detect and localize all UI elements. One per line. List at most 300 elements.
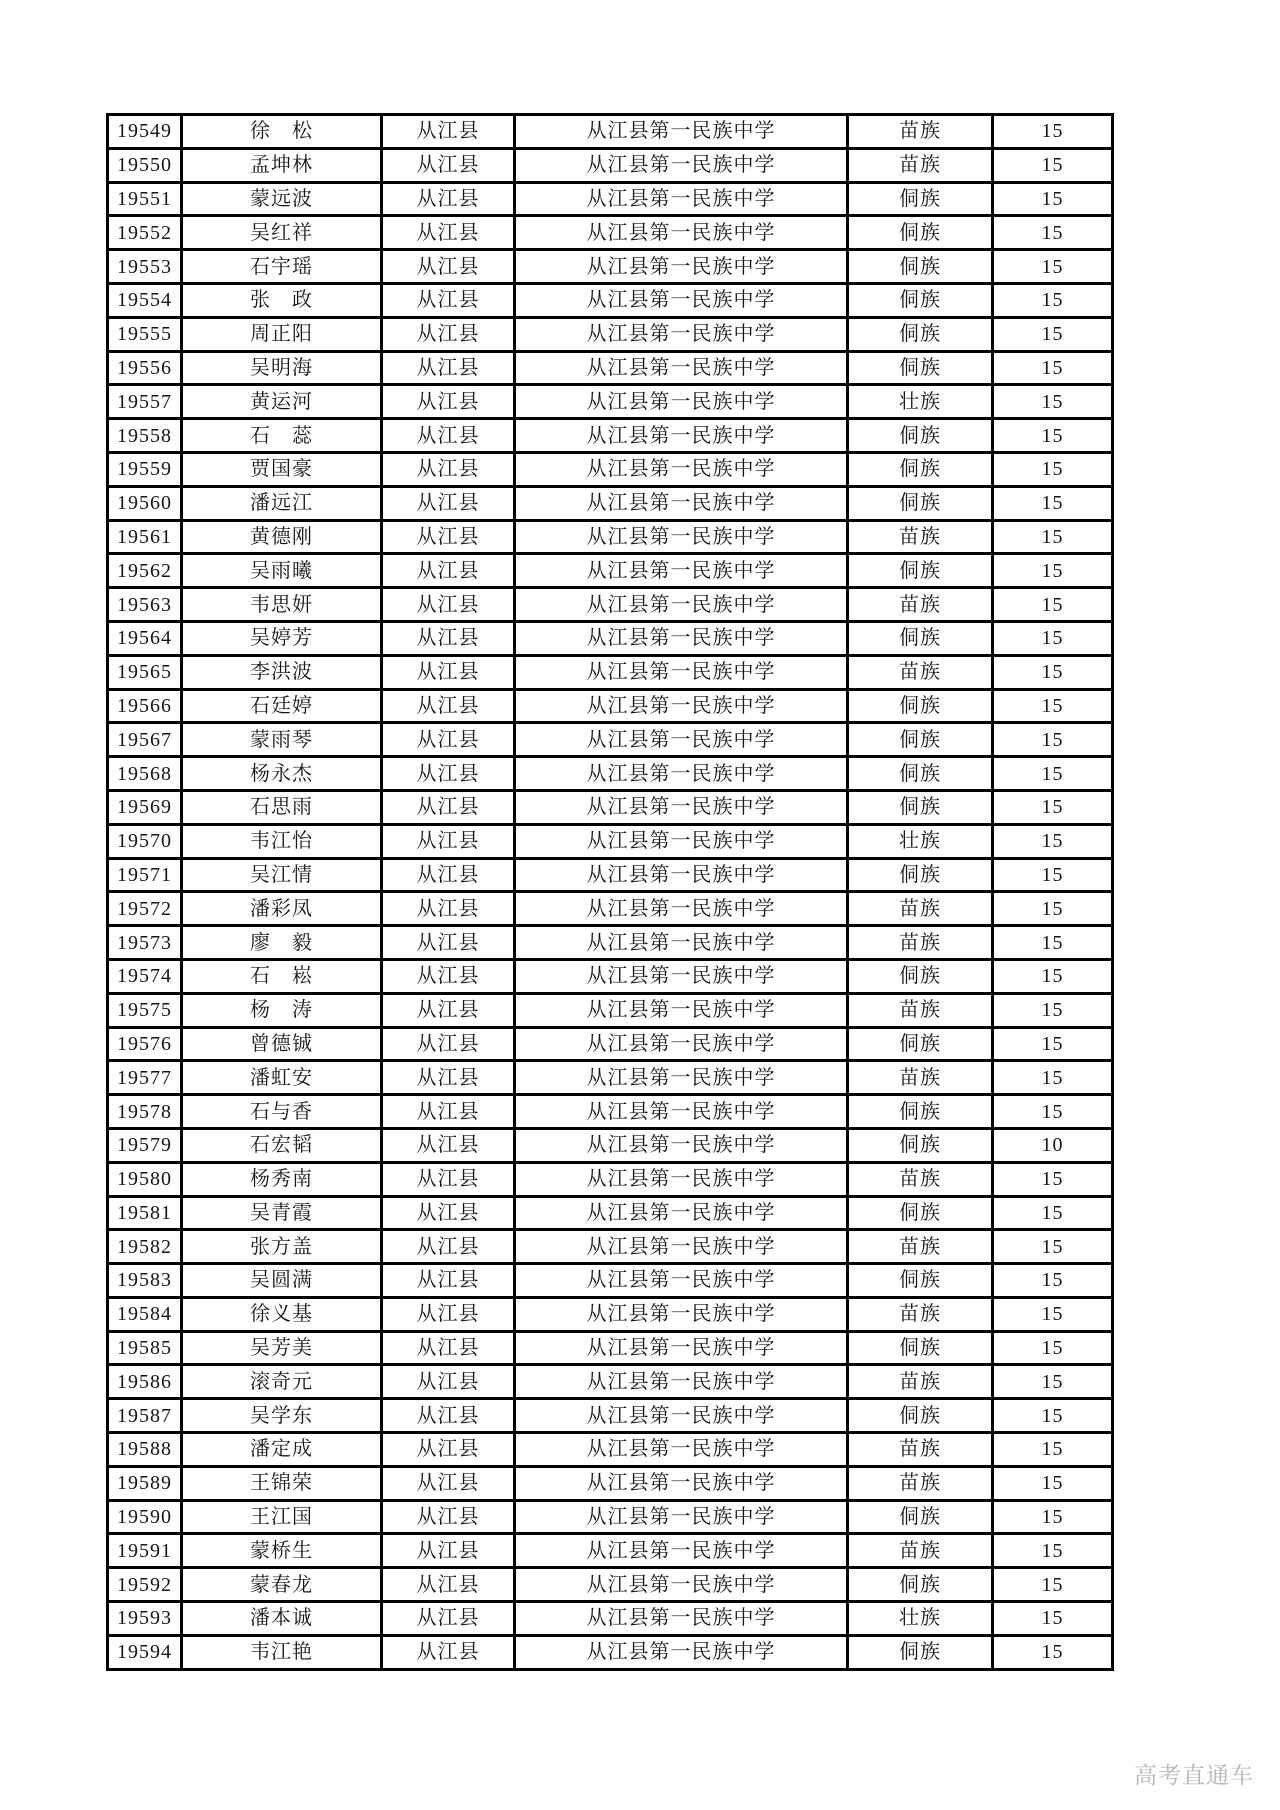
cell-ethnicity: 苗族 — [848, 1466, 993, 1500]
table-row — [108, 1534, 1113, 1568]
cell-candidate-id: 19551 — [108, 182, 182, 216]
cell-bonus-points: 15 — [993, 1297, 1113, 1331]
cell-bonus-points: 15 — [993, 892, 1113, 926]
cell-ethnicity: 侗族 — [848, 757, 993, 791]
cell-county: 从江县 — [382, 1568, 515, 1602]
cell-county: 从江县 — [382, 1534, 515, 1568]
cell-ethnicity: 苗族 — [848, 1534, 993, 1568]
cell-ethnicity: 苗族 — [848, 926, 993, 960]
cell-ethnicity: 侗族 — [848, 689, 993, 723]
cell-ethnicity: 侗族 — [848, 621, 993, 655]
cell-ethnicity: 侗族 — [848, 554, 993, 588]
cell-name: 王锦荣 — [182, 1466, 382, 1500]
cell-bonus-points: 15 — [993, 621, 1113, 655]
cell-ethnicity: 侗族 — [848, 452, 993, 486]
cell-ethnicity: 壮族 — [848, 385, 993, 419]
cell-candidate-id: 19582 — [108, 1230, 182, 1264]
cell-candidate-id: 19572 — [108, 892, 182, 926]
cell-county: 从江县 — [382, 1365, 515, 1399]
cell-county: 从江县 — [382, 1230, 515, 1264]
cell-county: 从江县 — [382, 1433, 515, 1467]
table-row — [108, 1500, 1113, 1534]
cell-name: 石廷婷 — [182, 689, 382, 723]
cell-bonus-points: 15 — [993, 1635, 1113, 1669]
table-row — [108, 926, 1113, 960]
cell-name: 潘定成 — [182, 1433, 382, 1467]
cell-school: 从江县第一民族中学 — [515, 655, 848, 689]
cell-school: 从江县第一民族中学 — [515, 182, 848, 216]
cell-candidate-id: 19591 — [108, 1534, 182, 1568]
cell-candidate-id: 19576 — [108, 1027, 182, 1061]
cell-county: 从江县 — [382, 1297, 515, 1331]
cell-name: 吴红祥 — [182, 216, 382, 250]
cell-school: 从江县第一民族中学 — [515, 283, 848, 317]
table-row — [108, 1162, 1113, 1196]
cell-name: 孟坤林 — [182, 148, 382, 182]
table-row — [108, 1602, 1113, 1636]
table-row — [108, 486, 1113, 520]
cell-county: 从江县 — [382, 1399, 515, 1433]
cell-county: 从江县 — [382, 1500, 515, 1534]
cell-name: 潘本诚 — [182, 1602, 382, 1636]
cell-name: 滚奇元 — [182, 1365, 382, 1399]
cell-school: 从江县第一民族中学 — [515, 1433, 848, 1467]
cell-candidate-id: 19557 — [108, 385, 182, 419]
cell-bonus-points: 15 — [993, 115, 1113, 149]
table-row — [108, 115, 1113, 149]
cell-county: 从江县 — [382, 1095, 515, 1129]
cell-ethnicity: 侗族 — [848, 1264, 993, 1298]
cell-bonus-points: 15 — [993, 1230, 1113, 1264]
table-row — [108, 1230, 1113, 1264]
cell-school: 从江县第一民族中学 — [515, 723, 848, 757]
cell-candidate-id: 19559 — [108, 452, 182, 486]
cell-school: 从江县第一民族中学 — [515, 419, 848, 453]
cell-candidate-id: 19587 — [108, 1399, 182, 1433]
cell-county: 从江县 — [382, 757, 515, 791]
cell-county: 从江县 — [382, 1027, 515, 1061]
cell-name: 蒙春龙 — [182, 1568, 382, 1602]
cell-county: 从江县 — [382, 486, 515, 520]
cell-bonus-points: 15 — [993, 959, 1113, 993]
cell-candidate-id: 19553 — [108, 250, 182, 284]
cell-ethnicity: 苗族 — [848, 1061, 993, 1095]
cell-school: 从江县第一民族中学 — [515, 486, 848, 520]
cell-bonus-points: 15 — [993, 1602, 1113, 1636]
table-row — [108, 1433, 1113, 1467]
cell-candidate-id: 19567 — [108, 723, 182, 757]
cell-candidate-id: 19566 — [108, 689, 182, 723]
cell-bonus-points: 10 — [993, 1128, 1113, 1162]
cell-name: 潘彩凤 — [182, 892, 382, 926]
cell-county: 从江县 — [382, 993, 515, 1027]
cell-ethnicity: 侗族 — [848, 283, 993, 317]
table-row — [108, 723, 1113, 757]
cell-ethnicity: 苗族 — [848, 148, 993, 182]
cell-candidate-id: 19570 — [108, 824, 182, 858]
cell-name: 徐 松 — [182, 115, 382, 149]
cell-school: 从江县第一民族中学 — [515, 689, 848, 723]
cell-school: 从江县第一民族中学 — [515, 385, 848, 419]
cell-county: 从江县 — [382, 824, 515, 858]
cell-bonus-points: 15 — [993, 655, 1113, 689]
cell-name: 潘远江 — [182, 486, 382, 520]
cell-candidate-id: 19561 — [108, 520, 182, 554]
cell-name: 韦江怡 — [182, 824, 382, 858]
cell-name: 吴学东 — [182, 1399, 382, 1433]
cell-school: 从江县第一民族中学 — [515, 926, 848, 960]
cell-school: 从江县第一民族中学 — [515, 452, 848, 486]
table-row — [108, 520, 1113, 554]
cell-bonus-points: 15 — [993, 554, 1113, 588]
cell-ethnicity: 壮族 — [848, 1602, 993, 1636]
cell-school: 从江县第一民族中学 — [515, 1466, 848, 1500]
cell-name: 石与香 — [182, 1095, 382, 1129]
cell-school: 从江县第一民族中学 — [515, 1602, 848, 1636]
cell-ethnicity: 侗族 — [848, 723, 993, 757]
cell-bonus-points: 15 — [993, 452, 1113, 486]
table-row — [108, 1365, 1113, 1399]
cell-county: 从江县 — [382, 655, 515, 689]
cell-bonus-points: 15 — [993, 385, 1113, 419]
cell-county: 从江县 — [382, 588, 515, 622]
cell-school: 从江县第一民族中学 — [515, 1534, 848, 1568]
cell-county: 从江县 — [382, 216, 515, 250]
table-row — [108, 1095, 1113, 1129]
cell-ethnicity: 苗族 — [848, 993, 993, 1027]
cell-county: 从江县 — [382, 452, 515, 486]
cell-bonus-points: 15 — [993, 486, 1113, 520]
cell-school: 从江县第一民族中学 — [515, 959, 848, 993]
cell-ethnicity: 侗族 — [848, 1399, 993, 1433]
cell-ethnicity: 侗族 — [848, 1095, 993, 1129]
cell-candidate-id: 19552 — [108, 216, 182, 250]
cell-ethnicity: 侗族 — [848, 250, 993, 284]
cell-school: 从江县第一民族中学 — [515, 790, 848, 824]
cell-ethnicity: 侗族 — [848, 182, 993, 216]
cell-candidate-id: 19568 — [108, 757, 182, 791]
cell-county: 从江县 — [382, 959, 515, 993]
cell-ethnicity: 侗族 — [848, 790, 993, 824]
table-row — [108, 790, 1113, 824]
cell-ethnicity: 苗族 — [848, 1230, 993, 1264]
cell-school: 从江县第一民族中学 — [515, 1162, 848, 1196]
cell-bonus-points: 15 — [993, 148, 1113, 182]
cell-name: 石思雨 — [182, 790, 382, 824]
table-row — [108, 824, 1113, 858]
table-row — [108, 283, 1113, 317]
cell-name: 廖 毅 — [182, 926, 382, 960]
cell-candidate-id: 19554 — [108, 283, 182, 317]
cell-county: 从江县 — [382, 115, 515, 149]
table-row — [108, 655, 1113, 689]
table-row — [108, 858, 1113, 892]
cell-bonus-points: 15 — [993, 689, 1113, 723]
cell-candidate-id: 19555 — [108, 317, 182, 351]
cell-school: 从江县第一民族中学 — [515, 554, 848, 588]
cell-name: 吴雨曦 — [182, 554, 382, 588]
cell-county: 从江县 — [382, 1162, 515, 1196]
table-row — [108, 182, 1113, 216]
cell-county: 从江县 — [382, 689, 515, 723]
cell-school: 从江县第一民族中学 — [515, 1230, 848, 1264]
cell-candidate-id: 19569 — [108, 790, 182, 824]
student-bonus-table-body — [108, 115, 1113, 1670]
cell-ethnicity: 侗族 — [848, 1568, 993, 1602]
cell-bonus-points: 15 — [993, 1027, 1113, 1061]
cell-ethnicity: 苗族 — [848, 655, 993, 689]
cell-school: 从江县第一民族中学 — [515, 351, 848, 385]
cell-name: 杨永杰 — [182, 757, 382, 791]
table-row — [108, 1568, 1113, 1602]
cell-county: 从江县 — [382, 520, 515, 554]
cell-ethnicity: 苗族 — [848, 520, 993, 554]
cell-school: 从江县第一民族中学 — [515, 824, 848, 858]
cell-ethnicity: 侗族 — [848, 1027, 993, 1061]
table-row — [108, 419, 1113, 453]
cell-candidate-id: 19560 — [108, 486, 182, 520]
cell-ethnicity: 侗族 — [848, 1331, 993, 1365]
cell-ethnicity: 侗族 — [848, 858, 993, 892]
cell-candidate-id: 19549 — [108, 115, 182, 149]
cell-county: 从江县 — [382, 858, 515, 892]
cell-name: 张 政 — [182, 283, 382, 317]
cell-school: 从江县第一民族中学 — [515, 216, 848, 250]
cell-school: 从江县第一民族中学 — [515, 1399, 848, 1433]
cell-school: 从江县第一民族中学 — [515, 115, 848, 149]
cell-ethnicity: 侗族 — [848, 317, 993, 351]
cell-name: 蒙雨琴 — [182, 723, 382, 757]
cell-county: 从江县 — [382, 385, 515, 419]
cell-name: 吴青霞 — [182, 1196, 382, 1230]
cell-candidate-id: 19589 — [108, 1466, 182, 1500]
cell-bonus-points: 15 — [993, 1061, 1113, 1095]
table-row — [108, 757, 1113, 791]
cell-candidate-id: 19571 — [108, 858, 182, 892]
cell-bonus-points: 15 — [993, 520, 1113, 554]
table-row — [108, 621, 1113, 655]
cell-ethnicity: 苗族 — [848, 1433, 993, 1467]
cell-candidate-id: 19574 — [108, 959, 182, 993]
cell-candidate-id: 19578 — [108, 1095, 182, 1129]
cell-county: 从江县 — [382, 1635, 515, 1669]
cell-name: 石宇瑶 — [182, 250, 382, 284]
watermark: 高考直通车 — [1134, 1762, 1254, 1788]
cell-name: 蒙远波 — [182, 182, 382, 216]
cell-candidate-id: 19565 — [108, 655, 182, 689]
cell-county: 从江县 — [382, 892, 515, 926]
table-row — [108, 1196, 1113, 1230]
cell-school: 从江县第一民族中学 — [515, 1061, 848, 1095]
cell-name: 杨秀南 — [182, 1162, 382, 1196]
cell-candidate-id: 19580 — [108, 1162, 182, 1196]
cell-bonus-points: 15 — [993, 858, 1113, 892]
cell-candidate-id: 19588 — [108, 1433, 182, 1467]
cell-bonus-points: 15 — [993, 790, 1113, 824]
cell-candidate-id: 19579 — [108, 1128, 182, 1162]
cell-ethnicity: 侗族 — [848, 486, 993, 520]
cell-county: 从江县 — [382, 419, 515, 453]
table-row — [108, 452, 1113, 486]
cell-bonus-points: 15 — [993, 723, 1113, 757]
cell-bonus-points: 15 — [993, 1500, 1113, 1534]
cell-bonus-points: 15 — [993, 317, 1113, 351]
cell-bonus-points: 15 — [993, 1331, 1113, 1365]
cell-county: 从江县 — [382, 250, 515, 284]
cell-bonus-points: 15 — [993, 1162, 1113, 1196]
cell-school: 从江县第一民族中学 — [515, 1365, 848, 1399]
table-row — [108, 351, 1113, 385]
cell-candidate-id: 19584 — [108, 1297, 182, 1331]
cell-bonus-points: 15 — [993, 1466, 1113, 1500]
cell-bonus-points: 15 — [993, 1399, 1113, 1433]
cell-bonus-points: 15 — [993, 351, 1113, 385]
cell-school: 从江县第一民族中学 — [515, 317, 848, 351]
cell-candidate-id: 19573 — [108, 926, 182, 960]
cell-bonus-points: 15 — [993, 1433, 1113, 1467]
cell-name: 韦思妍 — [182, 588, 382, 622]
cell-bonus-points: 15 — [993, 993, 1113, 1027]
cell-bonus-points: 15 — [993, 283, 1113, 317]
cell-bonus-points: 15 — [993, 1196, 1113, 1230]
cell-candidate-id: 19585 — [108, 1331, 182, 1365]
cell-ethnicity: 侗族 — [848, 216, 993, 250]
cell-name: 石 崧 — [182, 959, 382, 993]
cell-county: 从江县 — [382, 1128, 515, 1162]
cell-school: 从江县第一民族中学 — [515, 1128, 848, 1162]
table-row — [108, 1331, 1113, 1365]
cell-ethnicity: 壮族 — [848, 824, 993, 858]
cell-school: 从江县第一民族中学 — [515, 1635, 848, 1669]
table-row — [108, 317, 1113, 351]
cell-county: 从江县 — [382, 790, 515, 824]
cell-name: 吴江情 — [182, 858, 382, 892]
table-row — [108, 554, 1113, 588]
cell-candidate-id: 19577 — [108, 1061, 182, 1095]
cell-ethnicity: 侗族 — [848, 1196, 993, 1230]
cell-county: 从江县 — [382, 317, 515, 351]
cell-candidate-id: 19593 — [108, 1602, 182, 1636]
cell-candidate-id: 19586 — [108, 1365, 182, 1399]
table-row — [108, 689, 1113, 723]
cell-candidate-id: 19562 — [108, 554, 182, 588]
cell-school: 从江县第一民族中学 — [515, 1095, 848, 1129]
cell-school: 从江县第一民族中学 — [515, 621, 848, 655]
cell-name: 王江国 — [182, 1500, 382, 1534]
cell-bonus-points: 15 — [993, 216, 1113, 250]
table-row — [108, 1466, 1113, 1500]
table-row — [108, 1399, 1113, 1433]
cell-school: 从江县第一民族中学 — [515, 588, 848, 622]
cell-bonus-points: 15 — [993, 757, 1113, 791]
table-row — [108, 1264, 1113, 1298]
table-row — [108, 1128, 1113, 1162]
cell-candidate-id: 19556 — [108, 351, 182, 385]
cell-name: 韦江艳 — [182, 1635, 382, 1669]
cell-bonus-points: 15 — [993, 1095, 1113, 1129]
cell-county: 从江县 — [382, 182, 515, 216]
cell-name: 潘虹安 — [182, 1061, 382, 1095]
cell-bonus-points: 15 — [993, 588, 1113, 622]
cell-county: 从江县 — [382, 148, 515, 182]
cell-bonus-points: 15 — [993, 1264, 1113, 1298]
cell-bonus-points: 15 — [993, 926, 1113, 960]
cell-name: 贾国豪 — [182, 452, 382, 486]
cell-bonus-points: 15 — [993, 182, 1113, 216]
cell-bonus-points: 15 — [993, 419, 1113, 453]
cell-ethnicity: 侗族 — [848, 1500, 993, 1534]
cell-candidate-id: 19594 — [108, 1635, 182, 1669]
cell-school: 从江县第一民族中学 — [515, 993, 848, 1027]
cell-ethnicity: 侗族 — [848, 1128, 993, 1162]
cell-bonus-points: 15 — [993, 250, 1113, 284]
cell-ethnicity: 苗族 — [848, 1297, 993, 1331]
cell-name: 吴婷芳 — [182, 621, 382, 655]
cell-school: 从江县第一民族中学 — [515, 1196, 848, 1230]
cell-ethnicity: 苗族 — [848, 115, 993, 149]
cell-name: 徐义基 — [182, 1297, 382, 1331]
table-row — [108, 216, 1113, 250]
cell-school: 从江县第一民族中学 — [515, 757, 848, 791]
cell-candidate-id: 19550 — [108, 148, 182, 182]
cell-name: 李洪波 — [182, 655, 382, 689]
cell-county: 从江县 — [382, 1264, 515, 1298]
table-row — [108, 993, 1113, 1027]
cell-candidate-id: 19575 — [108, 993, 182, 1027]
cell-ethnicity: 苗族 — [848, 1162, 993, 1196]
cell-candidate-id: 19558 — [108, 419, 182, 453]
cell-school: 从江县第一民族中学 — [515, 892, 848, 926]
cell-name: 张方盖 — [182, 1230, 382, 1264]
cell-candidate-id: 19581 — [108, 1196, 182, 1230]
cell-ethnicity: 侗族 — [848, 419, 993, 453]
cell-name: 石 蕊 — [182, 419, 382, 453]
student-bonus-table — [106, 113, 1114, 1671]
cell-ethnicity: 苗族 — [848, 588, 993, 622]
cell-ethnicity: 苗族 — [848, 1365, 993, 1399]
cell-ethnicity: 侗族 — [848, 959, 993, 993]
cell-name: 曾德铖 — [182, 1027, 382, 1061]
cell-bonus-points: 15 — [993, 824, 1113, 858]
cell-bonus-points: 15 — [993, 1365, 1113, 1399]
table-row — [108, 1635, 1113, 1669]
table-row — [108, 385, 1113, 419]
cell-school: 从江县第一民族中学 — [515, 250, 848, 284]
cell-candidate-id: 19564 — [108, 621, 182, 655]
cell-school: 从江县第一民族中学 — [515, 1297, 848, 1331]
cell-candidate-id: 19583 — [108, 1264, 182, 1298]
cell-bonus-points: 15 — [993, 1568, 1113, 1602]
cell-county: 从江县 — [382, 926, 515, 960]
cell-name: 蒙桥生 — [182, 1534, 382, 1568]
cell-bonus-points: 15 — [993, 1534, 1113, 1568]
cell-county: 从江县 — [382, 1196, 515, 1230]
table-row — [108, 250, 1113, 284]
cell-school: 从江县第一民族中学 — [515, 858, 848, 892]
cell-ethnicity: 侗族 — [848, 1635, 993, 1669]
cell-candidate-id: 19563 — [108, 588, 182, 622]
table-row — [108, 588, 1113, 622]
cell-name: 黄德刚 — [182, 520, 382, 554]
cell-name: 石宏韬 — [182, 1128, 382, 1162]
cell-county: 从江县 — [382, 621, 515, 655]
cell-name: 周正阳 — [182, 317, 382, 351]
cell-school: 从江县第一民族中学 — [515, 1500, 848, 1534]
cell-county: 从江县 — [382, 723, 515, 757]
cell-county: 从江县 — [382, 1061, 515, 1095]
cell-candidate-id: 19592 — [108, 1568, 182, 1602]
cell-county: 从江县 — [382, 283, 515, 317]
